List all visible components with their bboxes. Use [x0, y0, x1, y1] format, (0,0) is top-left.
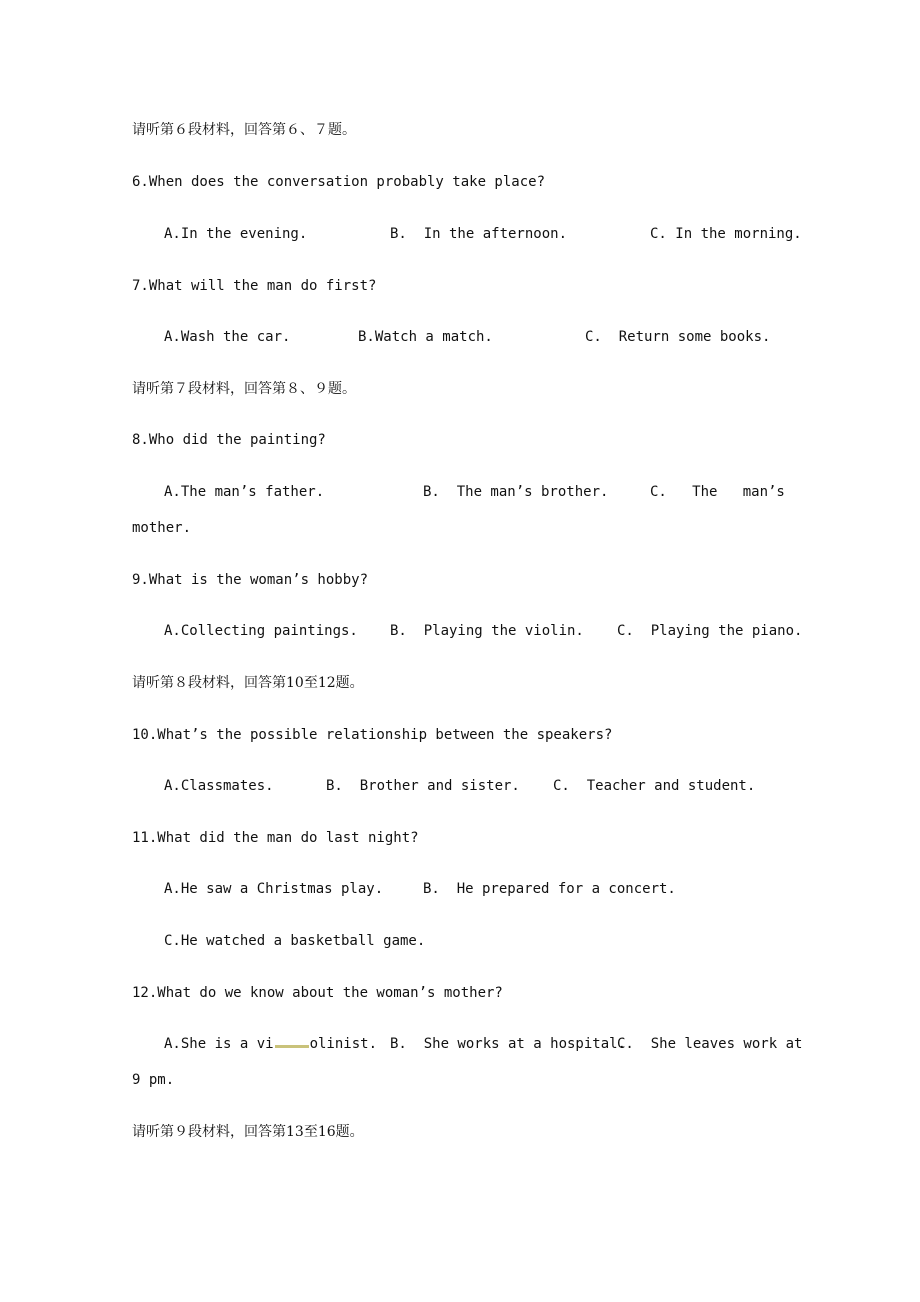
question-8-option-c: C. The man’s	[650, 484, 785, 500]
highlight-mark	[275, 1045, 309, 1048]
question-11-option-b: B. He prepared for a concert.	[423, 881, 676, 897]
question-10-option-b: B. Brother and sister.	[326, 778, 520, 794]
question-10-option-a: A.Classmates.	[164, 778, 274, 794]
question-7-option-c: C. Return some books.	[585, 329, 771, 345]
question-8-option-c-continued: mother.	[132, 520, 192, 536]
question-9-option-c: C. Playing the piano.	[617, 623, 803, 639]
question-9-option-a: A.Collecting paintings.	[164, 623, 358, 639]
question-6-option-b: B. In the afternoon.	[390, 226, 568, 242]
question-6-option-c: C. In the morning.	[650, 226, 802, 242]
section-heading-6: 请听第６段材料，回答第６、７题。	[132, 122, 356, 138]
question-12-option-c: C. She leaves work at	[617, 1036, 803, 1052]
section-heading-9: 请听第９段材料，回答第13至16题。	[132, 1124, 364, 1140]
question-11-option-c: C.He watched a basketball game.	[164, 933, 426, 949]
question-12-option-a-text-start: A.She is a vi	[164, 1036, 274, 1052]
question-7-option-a: A.Wash the car.	[164, 329, 291, 345]
question-9-stem: 9.What is the woman’s hobby?	[132, 572, 369, 588]
question-6-option-a: A.In the evening.	[164, 226, 308, 242]
question-7-option-b: B.Watch a match.	[358, 329, 493, 345]
question-12-option-c-continued: 9 pm.	[132, 1072, 175, 1088]
question-12-option-a	[164, 1035, 377, 1053]
question-11-option-a: A.He saw a Christmas play.	[164, 881, 384, 897]
question-8-option-a: A.The man’s father.	[164, 484, 325, 500]
question-8-option-b: B. The man’s brother.	[423, 484, 609, 500]
question-11-stem: 11.What did the man do last night?	[132, 830, 419, 846]
question-10-option-c: C. Teacher and student.	[553, 778, 756, 794]
question-12-option-b: B. She works at a hospital.	[390, 1036, 627, 1052]
question-12-option-a-text-end: olinist.	[309, 1036, 378, 1052]
question-8-stem: 8.Who did the painting?	[132, 432, 326, 448]
question-6-stem: 6.When does the conversation probably take place?	[132, 174, 546, 190]
question-12-stem: 12.What do we know about the woman’s mother?	[132, 985, 503, 1001]
question-9-option-b: B. Playing the violin.	[390, 623, 584, 639]
question-10-stem: 10.What’s the possible relationship between the speakers?	[132, 727, 613, 743]
section-heading-8: 请听第８段材料，回答第10至12题。	[132, 675, 364, 691]
section-heading-7: 请听第７段材料，回答第８、９题。	[132, 381, 356, 397]
question-7-stem: 7.What will the man do first?	[132, 278, 377, 294]
